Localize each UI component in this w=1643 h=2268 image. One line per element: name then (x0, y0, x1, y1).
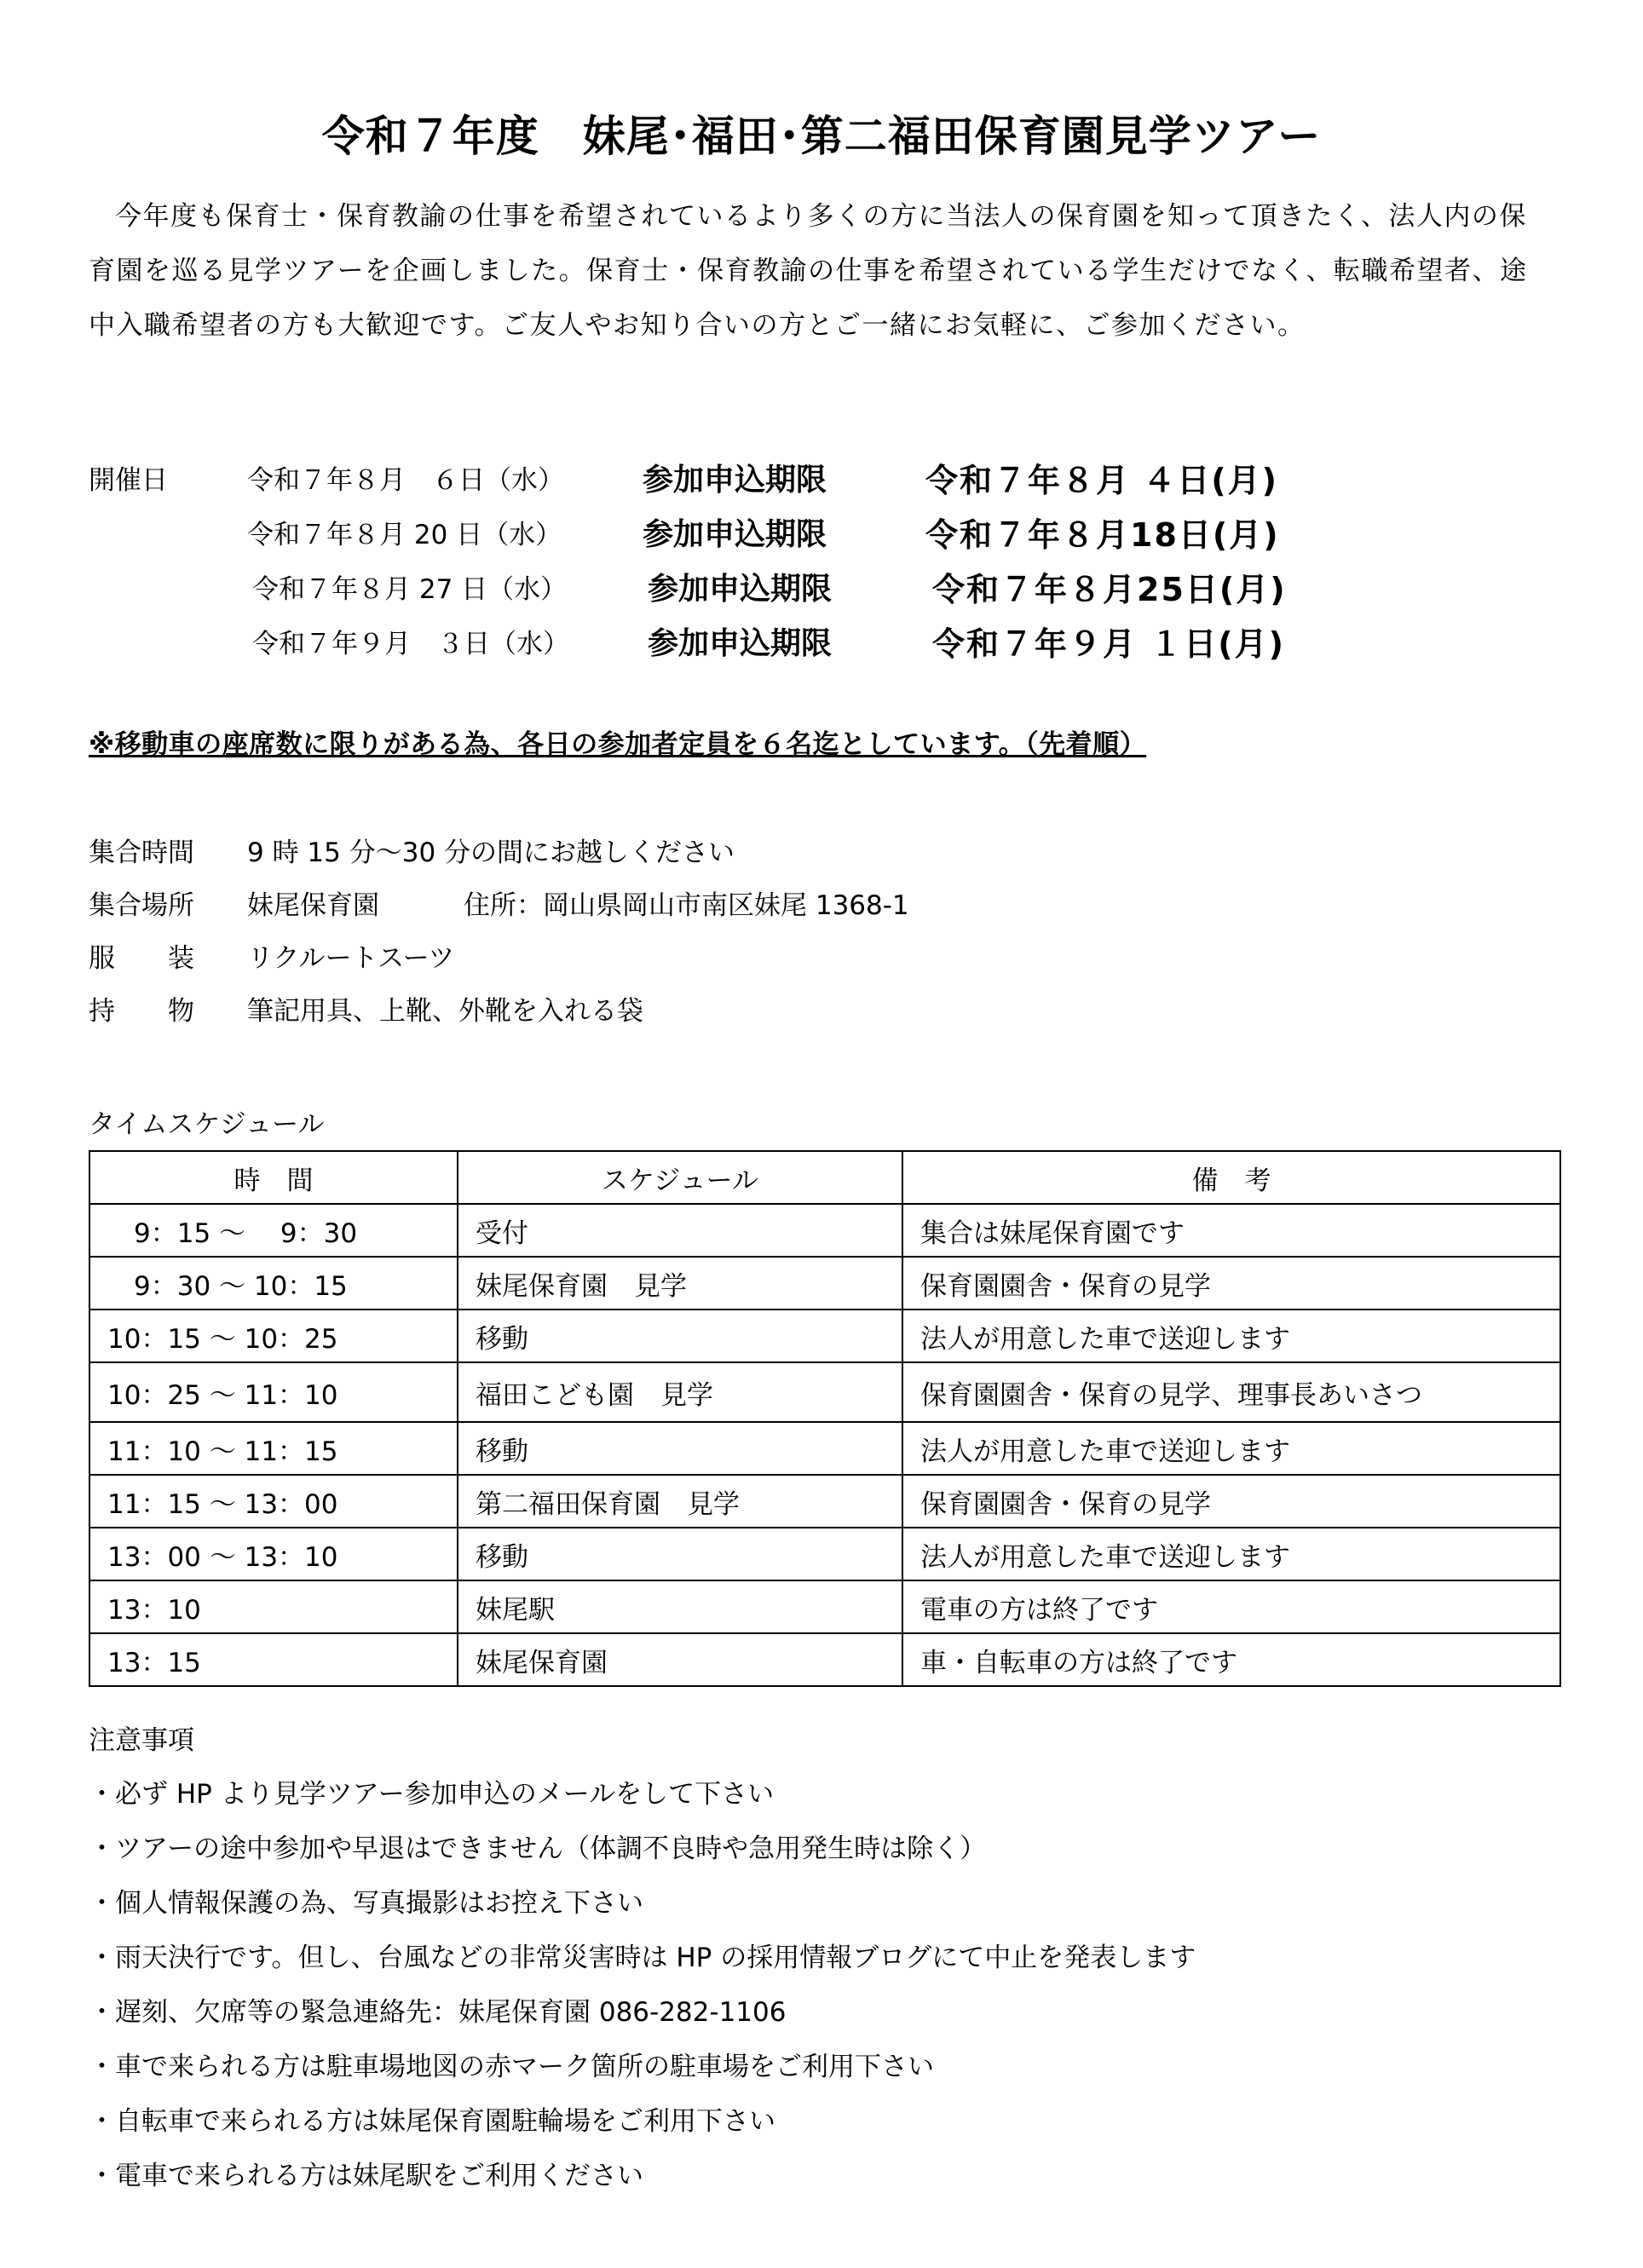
items: 筆記用具、上靴、外靴を入れる袋 (247, 996, 643, 1027)
note-item: ・個人情報保護の為、写真撮影はお控え下さい (89, 1888, 643, 1919)
notes-cell: 車・自転車の方は終了です (902, 1633, 1560, 1686)
table-header-row (89, 1151, 1560, 1204)
meet-time: 9 時 15 分～30 分の間にお越しください (247, 838, 735, 868)
schedule-cell: 妹尾保育園 (458, 1633, 902, 1686)
event-date: 令和７年８月 20 日（水） (247, 520, 562, 550)
schedule-table (89, 1150, 1561, 1687)
schedule-cell: 第二福田保育園 見学 (458, 1475, 902, 1528)
time-cell: 11：10 ～ 11：15 (89, 1422, 458, 1475)
deadline-label: 参加申込期限 (648, 626, 833, 661)
note-item: ・雨天決行です。但し、台風などの非常災害時は HP の採用情報ブログにて中止を発表します (89, 1943, 1196, 1973)
deadline-label: 参加申込期限 (643, 517, 827, 552)
header-schedule: スケジュール (458, 1151, 902, 1204)
schedule-cell: 福田こども園 見学 (458, 1362, 902, 1422)
dates-label: 開催日 (89, 465, 168, 496)
event-date: 令和７年９月 ３日（水） (252, 629, 569, 659)
items-label: 持 物 (89, 996, 194, 1027)
time-cell: 11：15 ～ 13：00 (89, 1475, 458, 1528)
notes-cell: 法人が用意した車で送迎します (902, 1422, 1560, 1475)
intro-paragraph: 今年度も保育士・保育教諭の仕事を希望されているより多くの方に当法人の保育園を知って頂きたく、法人内の保育園を巡る見学ツアーを企画しました。保育士・保育教諭の仕事を希望されている学生だけでなく、転職希望者、途中入職希望者の方も大歓迎です。ご友人やお知り合いの方とご一緒にお気軽に、ご参加ください。 (89, 201, 1528, 341)
notes-cell: 法人が用意した車で送迎します (902, 1310, 1560, 1362)
schedule-cell: 移動 (458, 1528, 902, 1580)
table-row (89, 1422, 1560, 1475)
time-cell: 10：15 ～ 10：25 (89, 1310, 458, 1362)
table-row (89, 1528, 1560, 1580)
notes-section (89, 1714, 1196, 2203)
header-notes: 備 考 (902, 1151, 1560, 1204)
schedule-cell: 受付 (458, 1204, 902, 1257)
note-item: ・車で来られる方は駐車場地図の赤マーク箇所の駐車場をご利用下さい (89, 2052, 934, 2082)
table-row (89, 1310, 1560, 1362)
time-cell: 9：15 ～ 9：30 (89, 1204, 458, 1257)
deadline-label: 参加申込期限 (643, 463, 827, 498)
note-item: ・ツアーの途中参加や早退はできません（体調不良時や急用発生時は除く） (89, 1833, 987, 1864)
schedule-cell: 妹尾駅 (458, 1580, 902, 1633)
meet-place: 妹尾保育園 (247, 890, 379, 921)
deadline-date: 令和７年８月 ４日(月) (925, 462, 1278, 499)
page-title: 令和７年度 妹尾･福田･第二福田保育園見学ツアー (321, 112, 1322, 161)
capacity-notice: ※移動車の座席数に限りがある為、各日の参加者定員を６名迄としています。（先着順） (89, 729, 1147, 760)
time-cell: 10：25 ～ 11：10 (89, 1362, 458, 1422)
notes-cell: 保育園園舎・保育の見学、理事長あいさつ (902, 1362, 1560, 1422)
address: 住所：岡山県岡山市南区妹尾 1368-1 (464, 890, 909, 921)
event-date: 令和７年８月 27 日（水） (252, 574, 568, 605)
event-date: 令和７年８月 ６日（水） (247, 465, 564, 496)
time-cell: 13：00 ～ 13：10 (89, 1528, 458, 1580)
notes-cell: 電車の方は終了です (902, 1580, 1560, 1633)
notes-cell: 保育園園舎・保育の見学 (902, 1257, 1560, 1310)
note-item: ・必ず HP より見学ツアー参加申込のメールをして下さい (89, 1779, 775, 1810)
notes-cell: 法人が用意した車で送迎します (902, 1528, 1560, 1580)
deadline-date: 令和７年８月18日(月) (925, 516, 1280, 554)
time-cell: 13：15 (89, 1633, 458, 1686)
table-row (89, 1475, 1560, 1528)
note-item: ・遅刻、欠席等の緊急連絡先：妹尾保育園 086-282-1106 (89, 1997, 787, 2028)
schedule-title: タイムスケジュール (89, 1109, 325, 1140)
table-row (89, 1633, 1560, 1686)
schedule-cell: 移動 (458, 1422, 902, 1475)
header-time: 時 間 (89, 1151, 458, 1204)
table-row (89, 1257, 1560, 1310)
dress-label: 服 装 (89, 943, 194, 974)
notes-title: 注意事項 (89, 1725, 194, 1756)
notes-cell: 集合は妹尾保育園です (902, 1204, 1560, 1257)
table-row (89, 1204, 1560, 1257)
time-cell: 13：10 (89, 1580, 458, 1633)
deadline-label: 参加申込期限 (648, 572, 833, 607)
schedule-cell: 妹尾保育園 見学 (458, 1257, 902, 1310)
deadline-date: 令和７年８月25日(月) (932, 571, 1287, 608)
note-item: ・自転車で来られる方は妹尾保育園駐輪場をご利用下さい (89, 2106, 775, 2137)
deadline-date: 令和７年９月 １日(月) (932, 625, 1285, 663)
table-row (89, 1362, 1560, 1422)
meet-time-label: 集合時間 (89, 838, 194, 868)
schedule-cell: 移動 (458, 1310, 902, 1362)
time-cell: 9：30 ～ 10：15 (89, 1257, 458, 1310)
table-row (89, 1580, 1560, 1633)
dress: リクルートスーツ (247, 943, 455, 974)
notes-cell: 保育園園舎・保育の見学 (902, 1475, 1560, 1528)
meet-place-label: 集合場所 (89, 890, 194, 921)
note-item: ・電車で来られる方は妹尾駅をご利用ください (89, 2161, 643, 2191)
